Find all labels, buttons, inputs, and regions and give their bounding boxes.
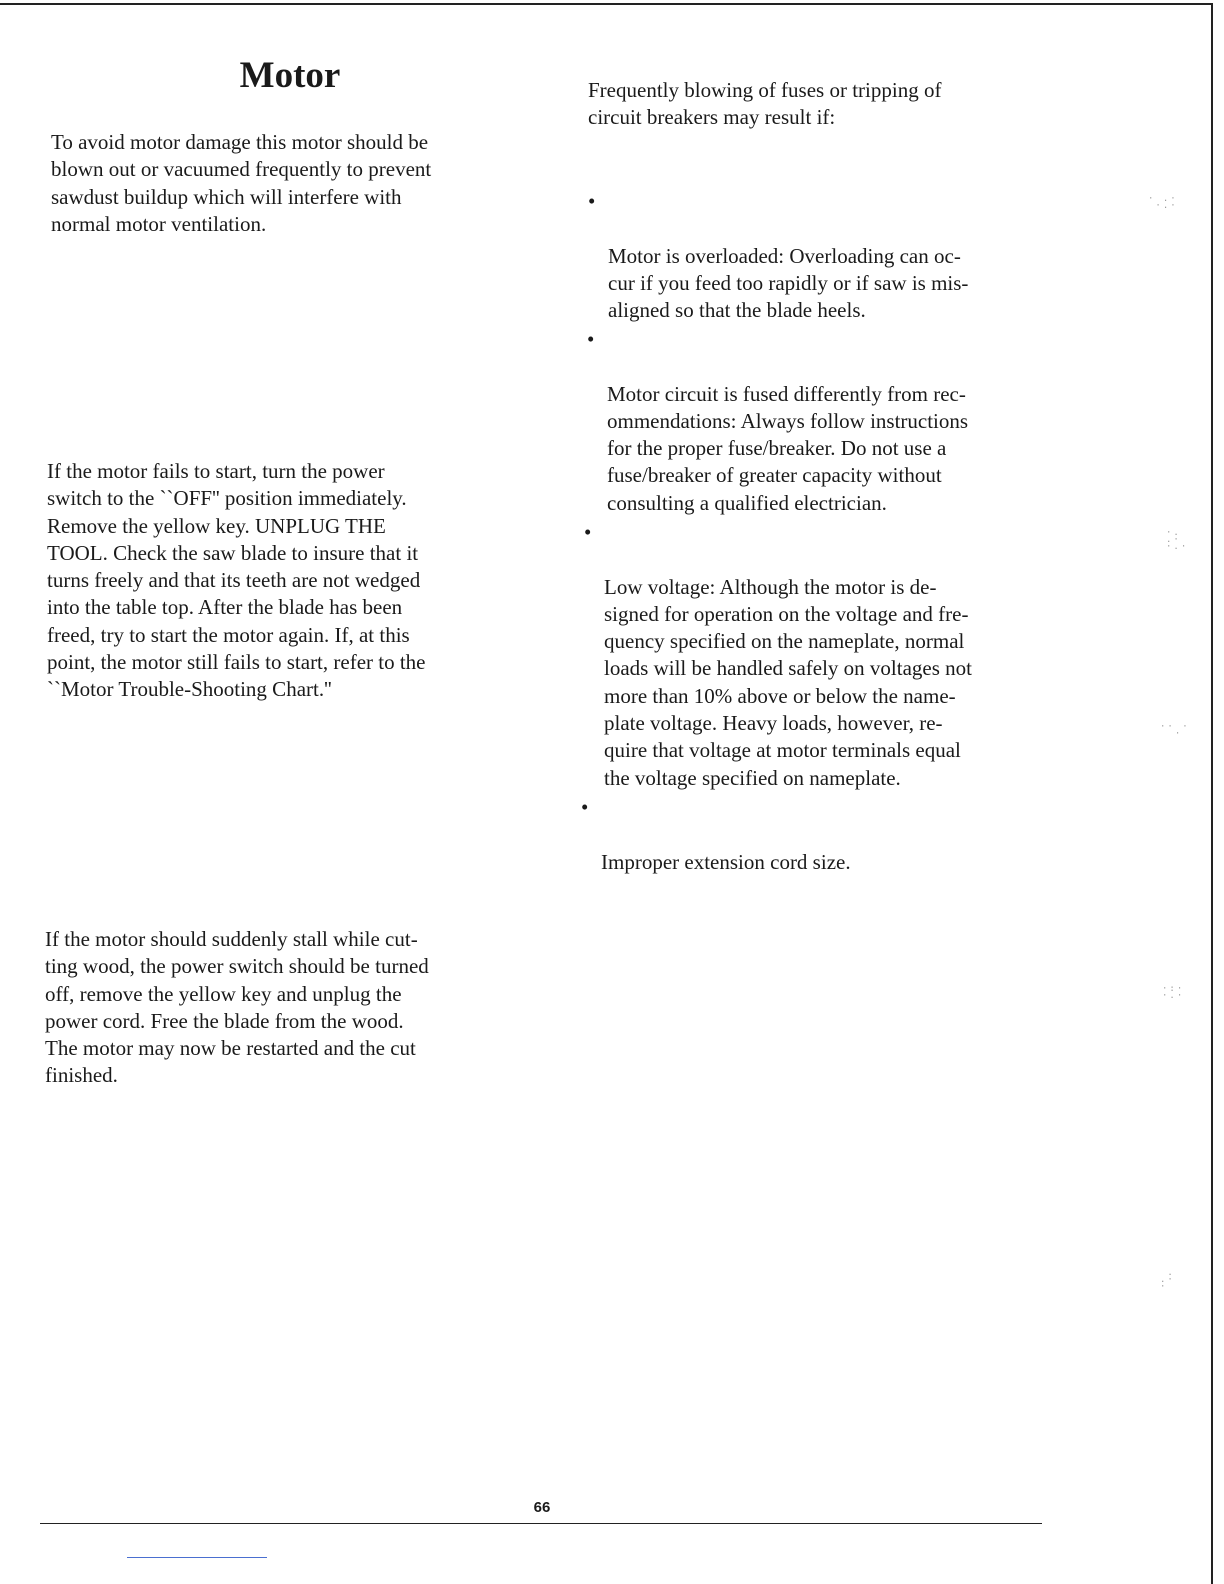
blue-underline-mark	[127, 1557, 267, 1558]
bullet-item-circuit-fused	[587, 326, 1067, 544]
motor-fails-to-start-paragraph: If the motor fails to start, turn the power switch to the ``OFF'' position immediately. Remove the yellow key. UNPLUG THE TOOL. Check the saw blade to insure that it turns freely and that its teeth are not wedged into the table top. After the blade has been freed, try to start the motor again. If, at this point, the motor still fails to start, refer to the ``Motor Trouble-Shooting Chart.''	[47, 459, 426, 702]
scan-speck: . .· ·	[1160, 1268, 1175, 1292]
bullet-icon: •	[581, 795, 589, 819]
bullet-icon: •	[584, 520, 592, 544]
fuse-intro-paragraph: Frequently blowing of fuses or tripping of circuit breakers may result if:	[588, 78, 942, 130]
scan-speck: · .· ·.·	[1148, 194, 1178, 211]
page-number: 66	[533, 1499, 551, 1516]
bullet-item-extension-cord	[581, 794, 1061, 903]
page-title: Motor	[239, 55, 341, 96]
bullet-text: Motor circuit is fused differently from rec- ommendations: Always follow instructions for the proper fuse/breaker. Do not use a fuse/breaker of greater capacity without consulting a qualified electrician.	[607, 381, 969, 515]
scan-speck: ·. .· ·.·	[1166, 528, 1189, 552]
bullet-text: Improper extension cord size.	[601, 849, 851, 874]
page-border-top	[0, 3, 1212, 5]
footer-rule	[40, 1523, 1042, 1524]
bullet-icon: •	[588, 189, 596, 213]
bullet-text: Low voltage: Although the motor is de- signed for operation on the voltage and fre- quency specified on the nameplate, normal loads will be handled safely on voltages not more than 10% above or below the name- plate voltage. Heavy loads, however, re- quire that voltage at motor terminals equal the voltage specified on nameplate.	[604, 574, 973, 790]
motor-maintenance-paragraph: To avoid motor damage this motor should be blown out or vacuumed frequently to prevent sawdust buildup which will interfere with normal motor ventilation.	[51, 130, 432, 236]
scan-speck: ·· · ·	[1160, 722, 1190, 739]
scan-speck: ·:· ·.·	[1162, 984, 1185, 1001]
bullet-icon: •	[587, 327, 595, 351]
bullet-text: Motor is overloaded: Overloading can oc- cur if you feed too rapidly or if saw is mis- aligned so that the blade heels.	[608, 243, 969, 323]
page-border-right	[1211, 3, 1213, 1584]
motor-stall-paragraph: If the motor should suddenly stall while cut- ting wood, the power switch should be turned off, remove the yellow key and unplug the power cord. Free the blade from the wood. The motor may now be restarted and the cut finished.	[45, 927, 429, 1088]
bullet-item-low-voltage	[584, 519, 1074, 819]
